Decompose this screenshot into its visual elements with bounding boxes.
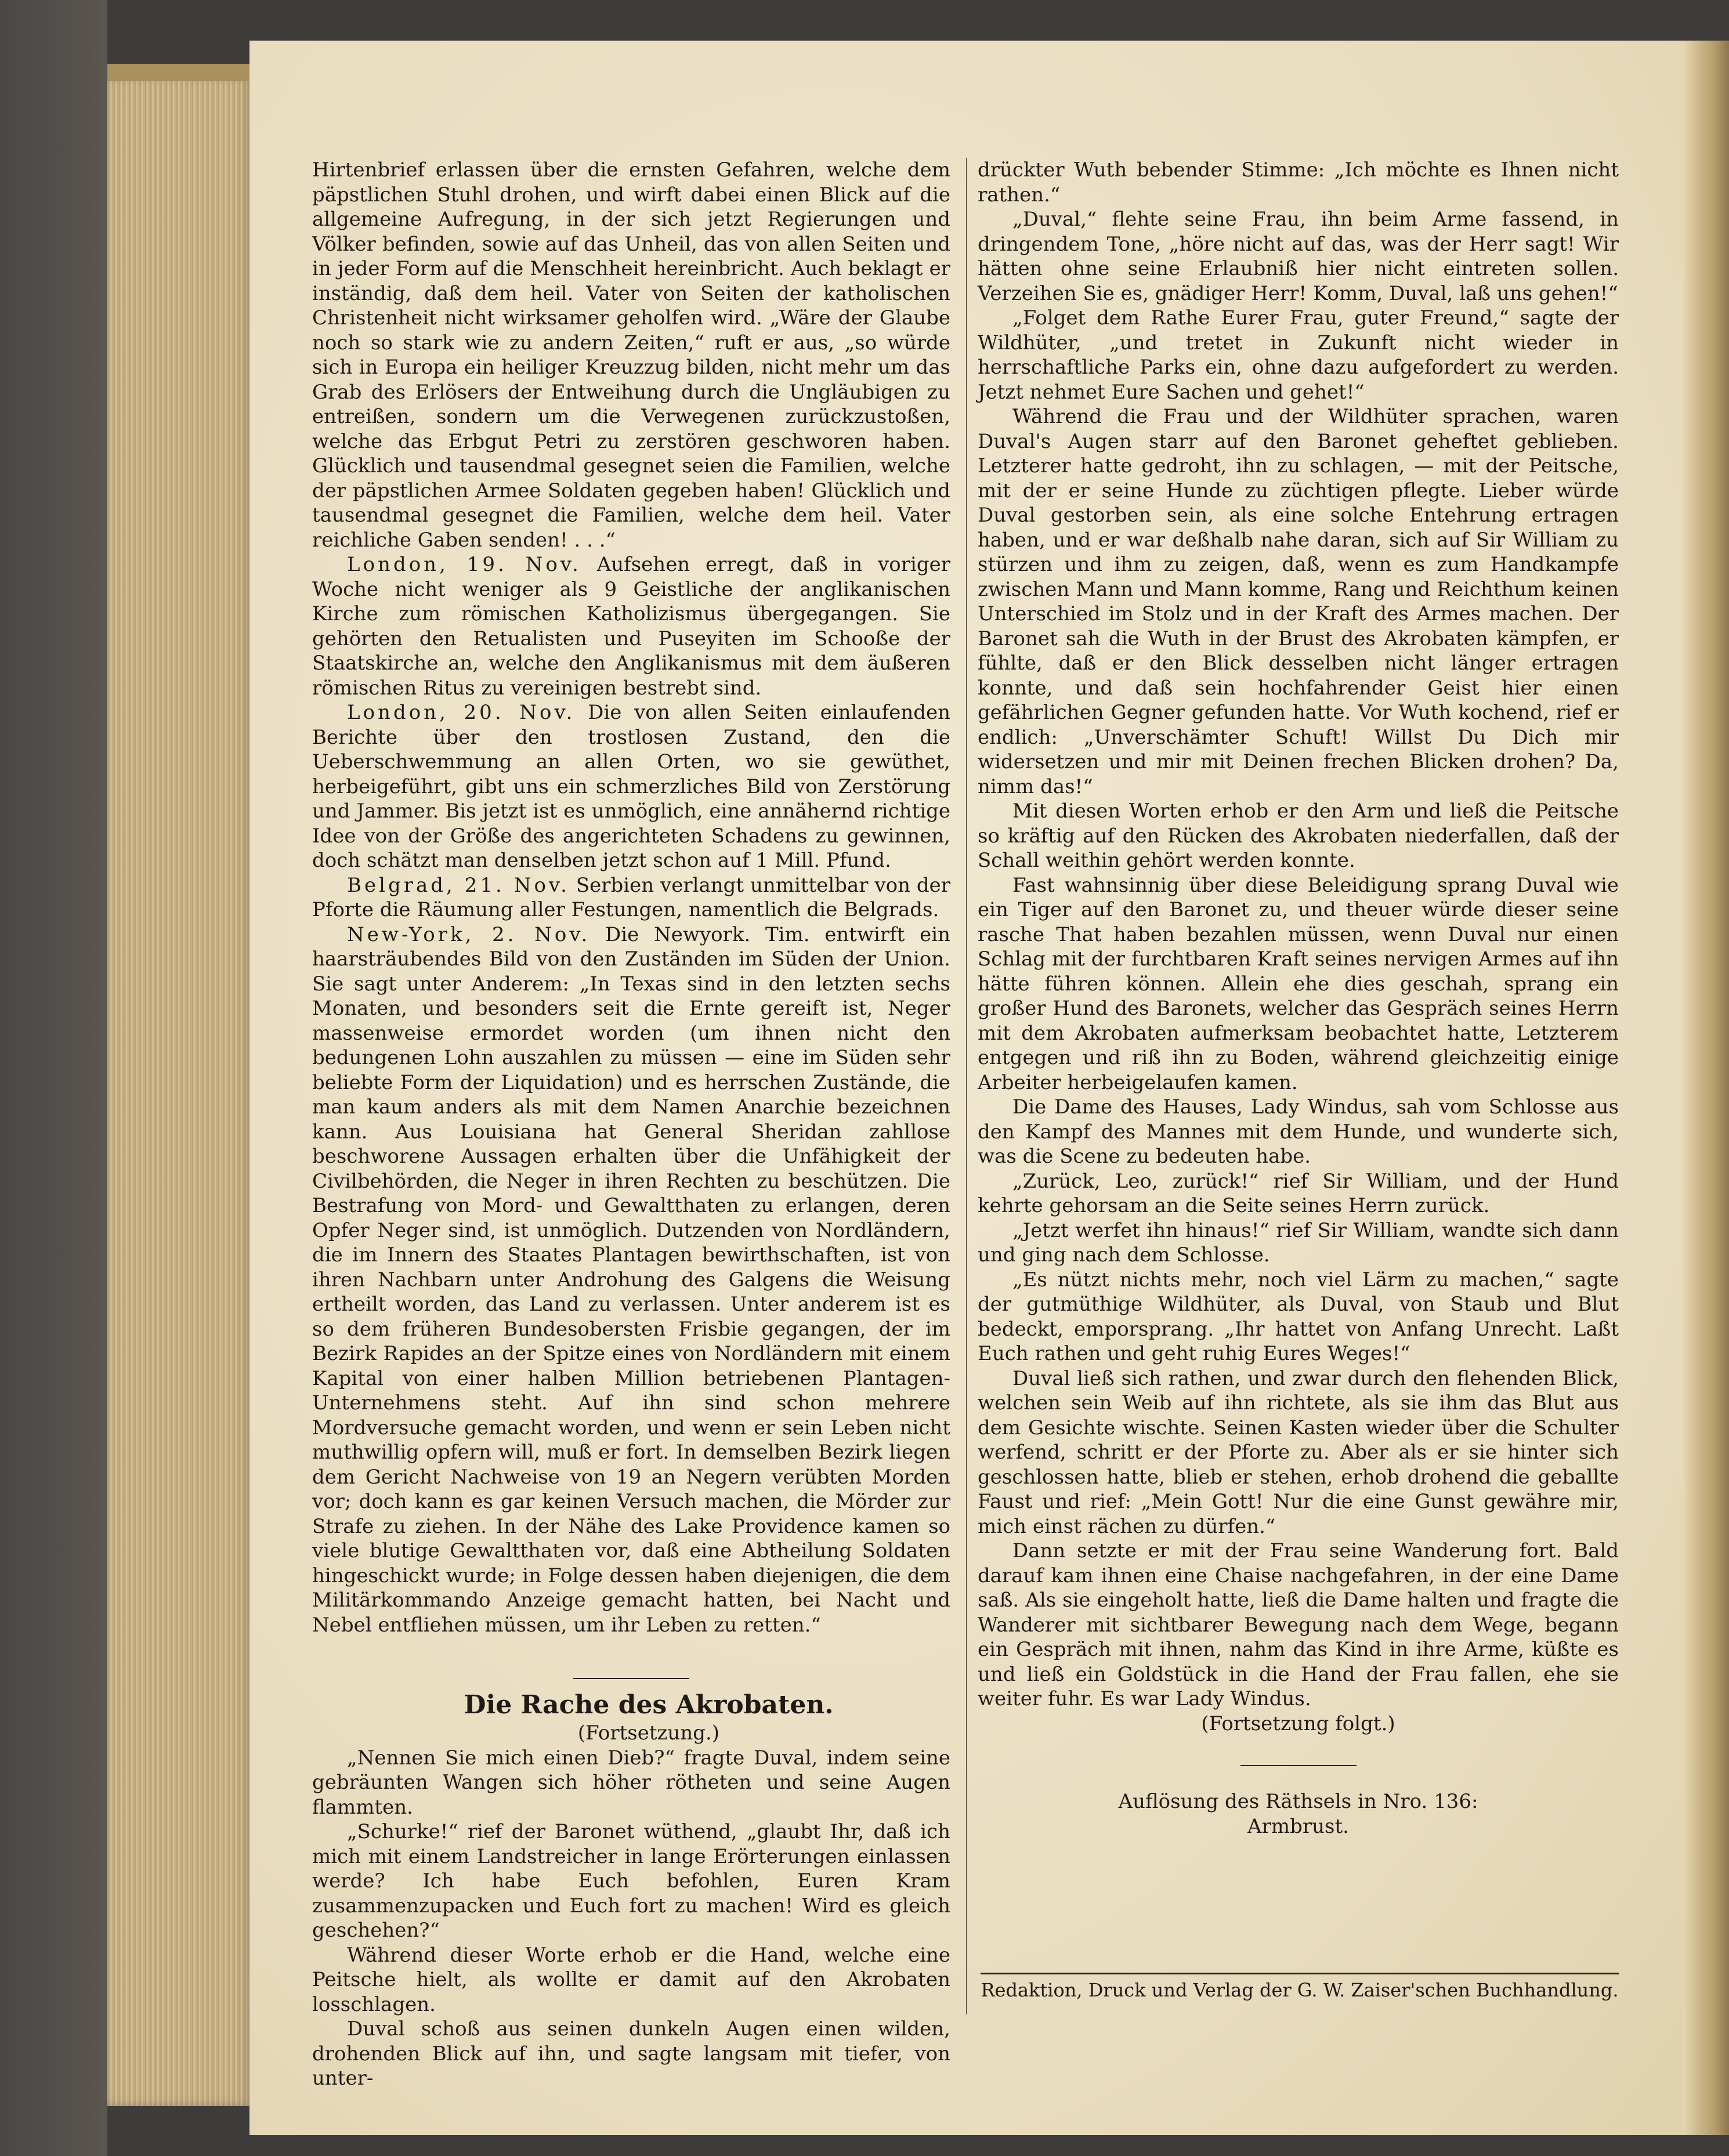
dateline: London, 19. Nov. bbox=[347, 553, 581, 576]
footer-rule bbox=[981, 1973, 1619, 1974]
book-page-edges bbox=[107, 75, 252, 2106]
background-edge bbox=[0, 0, 107, 2156]
news-belgrad: Belgrad, 21. Nov. Serbien verlangt unmittelbar von der Pforte die Räumung aller Festungen, namentlich die Belgrads. bbox=[312, 873, 950, 921]
news-london-20: London, 20. Nov. Die von allen Seiten einlaufenden Berichte über den trostlosen Zustand, den die Ueberschwemmung an allen Orten, wo sie gewüthet, herbeigeführt, gibt uns ein schmerzliches Bild von Zerstörung und Jammer. Bis jetzt ist es unmöglich, eine annähernd richtige Idee von der Größe des angerichteten Schadens zu gewinnen, doch schätzt man denselben jetzt schon auf 1 Mill. Pfund. bbox=[312, 701, 950, 872]
story-paragraph: „Zurück, Leo, zurück!“ rief Sir William, und der Hund kehrte gehorsam an die Seite seines Herrn zurück. bbox=[978, 1169, 1619, 1217]
dateline: London, 20. Nov. bbox=[347, 701, 576, 724]
story-paragraph: „Folget dem Rathe Eurer Frau, guter Freund,“ sagte der Wildhüter, „und tretet in Zukunft nicht wieder in herrschaftliche Parks ein, ohne dazu aufgefordert zu werden. Jetzt nehmet Eure Sachen und gehet!“ bbox=[978, 306, 1619, 404]
story-paragraph: Duval ließ sich rathen, und zwar durch den flehenden Blick, welchen sein Weib auf ihn richtete, als sie ihm das Blut aus dem Gesichte wischte. Seinen Kasten wieder über die Schulter werfend, schritt er der Pforte zu. Aber als er sie hinter sich geschlossen hatte, blieb er stehen, erhob drohend die geballte Faust und rief: „Mein Gott! Nur die eine Gunst gewähre mir, mich einst rächen zu dürfen.“ bbox=[978, 1366, 1619, 1538]
story-subtitle: (Fortsetzung.) bbox=[577, 1721, 720, 1745]
riddle-answer: Armbrust. bbox=[1247, 1814, 1349, 1838]
news-london-19: London, 19. Nov. Aufsehen erregt, daß in voriger Woche nicht weniger als 9 Geistliche der anglikanischen Kirche zum römischen Katholizismus übergegangen. Sie gehörten den Retualisten und Puseyiten im Schooße der Staatskirche an, welche den Anglikanismus mit dem äußeren römischen Ritus zu vereinigen bestrebt sind. bbox=[312, 553, 950, 700]
story-paragraph: Mit diesen Worten erhob er den Arm und ließ die Peitsche so kräftig auf den Rücken des Akrobaten niederfallen, daß der Schall weithin gehört werden konnte. bbox=[978, 800, 1619, 872]
story-paragraph: Während die Frau und der Wildhüter sprachen, waren Duval's Augen starr auf den Baronet geheftet geblieben. Letzterer hatte gedroht, ihn zu schlagen, — mit der Peitsche, mit der er seine Hunde zu züchtigen pflegte. Lieber würde Duval gestorben sein, als eine solche Entehrung ertragen haben, und er war deßhalb nahe daran, sich auf Sir William zu stürzen und ihm zu zeigen, daß, wenn es zum Handkampfe zwischen Mann und Mann komme, Rang und Reichthum keinen Unterschied im Stolz und in der Kraft des Armes machen. Der Baronet sah die Wuth in der Brust des Akrobaten kämpfen, er fühlte, daß er den Blick desselben nicht länger ertragen konnte, und daß sein hochfahrender Geist hier einen gefährlichen Gegner gefunden hatte. Vor Wuth kochend, rief er endlich: „Unverschämter Schuft! Willst Du Dich mir widersetzen und mir mit Deinen frechen Blicken drohen? Da, nimm das!“ bbox=[978, 405, 1619, 798]
continued-note: (Fortsetzung folgt.) bbox=[1201, 1712, 1395, 1735]
section-divider bbox=[1240, 1765, 1357, 1766]
news-newyork: New-York, 2. Nov. Die Newyork. Tim. entwirft ein haarsträubendes Bild von den Zuständen im Süden der Union. Sie sagt unter Anderem: „In Texas sind in den letzten sechs Monaten, und besonders seit die Ernte gereift ist, Neger massenweise ermordet worden (um ihnen nicht den bedungenen Lohn auszahlen zu müssen — eine im Süden sehr beliebte Form der Liquidation) und es herrschen Zustände, die man kaum anders als mit dem Namen Anarchie bezeichnen kann. Aus Louisiana hat General Sheridan zahllose beschworene Aussagen erhalten über die Unfähigkeit der Civilbehörden, die Neger in ihren Rechten zu beschützen. Die Bestrafung von Mord- und Gewaltthaten zu erlangen, deren Opfer Neger sind, ist unmöglich. Dutzenden von Nordländern, die im Innern des Staates Plantagen bewirthschaften, ist von ihren Nachbarn unter Androhung des Galgens die Weisung ertheilt worden, das Land zu verlassen. Unter anderem ist es so dem früheren Bundesobersten Frisbie gegangen, der im Bezirk Rapides an der Spitze eines von Nordländern mit einem Kapital von einer halben Million betriebenen Plantagen-Unternehmens steht. Auf ihn sind schon mehrere Mordversuche gemacht worden, und wenn er sein Leben nicht muthwillig opfern will, muß er fort. In demselben Bezirk liegen dem Gericht Nachweise von 19 an Negern verübten Morden vor; doch kann es gar keinen Versuch machen, die Mörder zur Strafe zu ziehen. In der Nähe des Lake Providence kamen so viele blutige Gewaltthaten vor, daß eine Abtheilung Soldaten hingeschickt wurde; in Folge dessen haben diejenigen, die dem Militärkommando Anzeige gemacht hatten, bei Nacht und Nebel entfliehen müssen, um ihr Leben zu retten.“ bbox=[312, 923, 950, 1637]
imprint-line: Redaktion, Druck und Verlag der G. W. Zaiser'schen Buchhandlung. bbox=[981, 1979, 1619, 2001]
dateline: New-York, 2. Nov. bbox=[347, 923, 591, 946]
story-paragraph: Während dieser Worte erhob er die Hand, welche eine Peitsche hielt, als wollte er damit auf den Akrobaten losschlagen. bbox=[312, 1943, 950, 2016]
section-divider bbox=[573, 1678, 689, 1679]
story-paragraph: „Schurke!“ rief der Baronet wüthend, „glaubt Ihr, daß ich mich mit einem Landstreicher in lange Erörterungen einlassen werde? Ich habe Euch befohlen, Euren Kram zusammenzupacken und Euch fort zu machen! Wird es gleich geschehen?“ bbox=[312, 1820, 950, 1942]
article-pastoral-letter: Hirtenbrief erlassen über die ernsten Gefahren, welche dem päpstlichen Stuhl drohen, und wirft dabei einen Blick auf die allgemeine Aufregung, in der sich jetzt Regierungen und Völker befinden, sowie auf das Unheil, das von allen Seiten und in jeder Form auf die Menschheit hereinbricht. Auch beklagt er inständig, daß dem heil. Vater von Seiten der katholischen Christenheit nicht wirksamer geholfen wird. „Wäre der Glaube noch so stark wie zu andern Zeiten,“ ruft er aus, „so würde sich in Europa ein heiliger Kreuzzug bilden, nicht mehr um das Grab des Erlösers der Entweihung durch die Ungläubigen zu entreißen, sondern um die Verwegenen zurückzustoßen, welche das Erbgut Petri zu zerstören geschworen haben. Glücklich und tausendmal gesegnet seien die Familien, welche der päpstlichen Armee Soldaten gegeben haben! Glücklich und tausendmal gesegnet die Familien, welche dem heil. Vater reichliche Gaben senden! . . .“ bbox=[312, 158, 950, 552]
story-paragraph: Dann setzte er mit der Frau seine Wanderung fort. Bald darauf kam ihnen eine Chaise nachgefahren, in der eine Dame saß. Als sie eingeholt hatte, ließ die Dame halten und fragte die Wanderer mit sichtbarer Bewegung nach dem Wege, begann ein Gespräch mit ihnen, nahm das Kind in ihre Arme, küßte es und ließ ein Goldstück in die Hand der Frau fallen, ehe sie weiter fuhr. Es war Lady Windus. bbox=[978, 1539, 1619, 1710]
story-title: Die Rache des Akrobaten. bbox=[464, 1690, 834, 1720]
story-paragraph: „Nennen Sie mich einen Dieb?“ fragte Duval, indem seine gebräunten Wangen sich höher rötheten und seine Augen flammten. bbox=[312, 1746, 950, 1819]
story-paragraph: Fast wahnsinnig über diese Beleidigung sprang Duval wie ein Tiger auf den Baronet zu, und theuer würde dieser seine rasche That haben bezahlen müssen, wenn Duval nur einen Schlag mit der furchtbaren Kraft seines nervigen Armes auf ihn hätte führen können. Allein ehe dies geschah, sprang ein großer Hund des Baronets, welcher das Gespräch seines Herrn mit dem Akrobaten aufmerksam beobachtet hatte, Letzterem entgegen und riß ihn zu Boden, während gleichzeitig einige Arbeiter herbeigelaufen kamen. bbox=[978, 873, 1619, 1094]
page-gutter-edge bbox=[1683, 41, 1729, 2135]
story-paragraph: „Es nützt nichts mehr, noch viel Lärm zu machen,“ sagte der gutmüthige Wildhüter, als Duval, von Staub und Blut bedeckt, emporsprang. „Ihr hattet von Anfang Unrecht. Laßt Euch rathen und geht ruhig Eures Weges!“ bbox=[978, 1268, 1619, 1365]
story-paragraph: drückter Wuth bebender Stimme: „Ich möchte es Ihnen nicht rathen.“ bbox=[978, 158, 1619, 207]
left-column bbox=[312, 158, 950, 2091]
dateline: Belgrad, 21. Nov. bbox=[347, 873, 570, 897]
story-paragraph: Die Dame des Hauses, Lady Windus, sah vom Schlosse aus den Kampf des Mannes mit dem Hunde, und wunderte sich, was die Scene zu bedeuten habe. bbox=[978, 1095, 1619, 1168]
right-column bbox=[978, 158, 1619, 1839]
story-paragraph: Duval schoß aus seinen dunkeln Augen einen wilden, drohenden Blick auf ihn, und sagte langsam mit tiefer, von unter- bbox=[312, 2017, 950, 2090]
story-paragraph: „Jetzt werfet ihn hinaus!“ rief Sir William, wandte sich dann und ging nach dem Schlosse. bbox=[978, 1218, 1619, 1267]
column-divider bbox=[966, 158, 967, 2014]
story-paragraph: „Duval,“ flehte seine Frau, ihn beim Arme fassend, in dringendem Tone, „höre nicht auf das, was der Herr sagt! Wir hätten ohne seine Erlaubniß hier nicht eintreten sollen. Verzeihen Sie es, gnädiger Herr! Komm, Duval, laß uns gehen!“ bbox=[978, 208, 1619, 305]
riddle-heading: Auflösung des Räthsels in Nro. 136: bbox=[1118, 1790, 1478, 1813]
